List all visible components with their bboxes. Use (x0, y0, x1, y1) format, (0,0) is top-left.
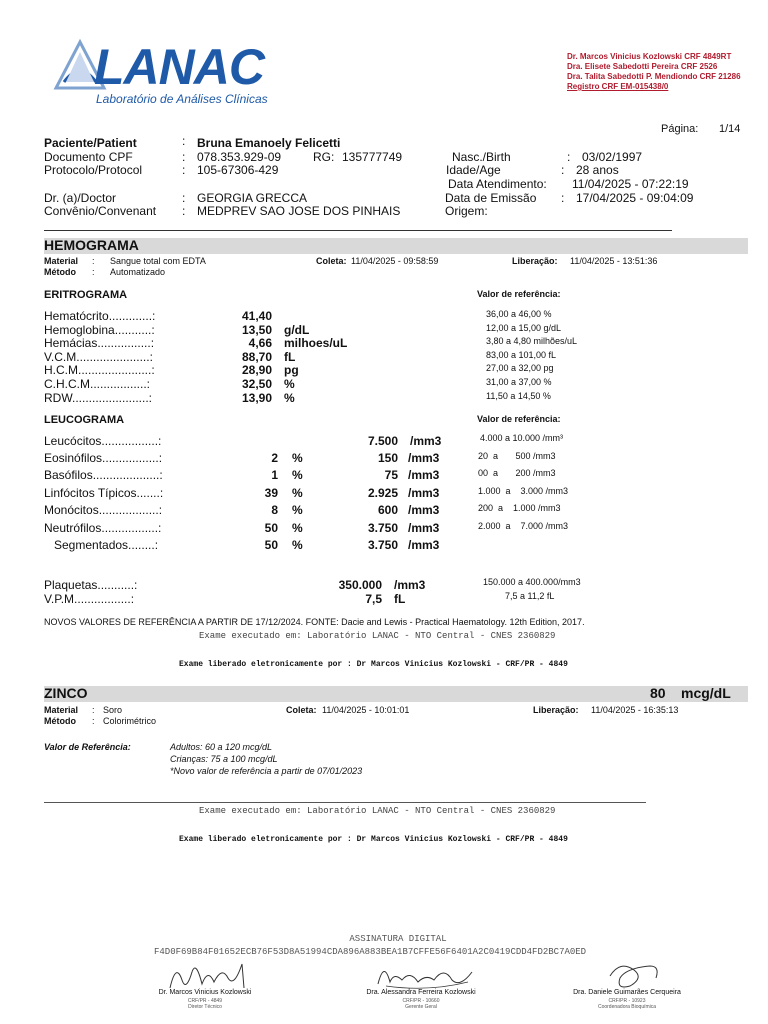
colon: : (561, 191, 565, 205)
eritrograma-unit: milhoes/uL (284, 336, 348, 350)
liberacao-label: Liberação: (533, 705, 579, 715)
signer-block (356, 958, 486, 1018)
age-label: Idade/Age (446, 163, 501, 177)
method-value: Automatizado (110, 267, 166, 277)
insurance-label: Convênio/Convenant (44, 204, 157, 218)
colon: : (567, 150, 571, 164)
method-label: Método (44, 267, 76, 277)
leucograma-unit: /mm3 (408, 468, 440, 482)
hemograma-title: HEMOGRAMA (44, 237, 139, 253)
birth-label: Nasc./Birth (452, 150, 511, 164)
eritrograma-reference: 11,50 a 14,50 % (486, 391, 551, 401)
zinco-result: 80 (650, 685, 666, 701)
leucograma-label: Neutrófilos.................: (44, 521, 162, 535)
eritrograma-value: 41,40 (241, 309, 272, 323)
plaquetas-label: Plaquetas...........: (44, 578, 138, 592)
material-label: Material (44, 256, 79, 266)
signature-title: ASSINATURA DIGITAL (349, 934, 447, 944)
doctor-line: Dra. Talita Sabedotti P. Mendiondo CRF 21286 (567, 72, 741, 81)
leucograma-percent-unit: % (292, 538, 303, 552)
leucocitos-value: 7.500 (367, 434, 398, 448)
service-date-value: 11/04/2025 - 07:22:19 (572, 177, 689, 191)
signer-role: Gerente Geral (405, 1004, 437, 1010)
eritrograma-label: Hemoglobina...........: (44, 323, 155, 337)
leucograma-reference: 00 a 200 /mm3 (478, 468, 556, 478)
handwritten-signature-icon (590, 958, 670, 992)
eritrograma-value: 88,70 (241, 350, 272, 364)
leucograma-label: Basófilos....................: (44, 468, 163, 482)
coleta-value: 11/04/2025 - 10:01:01 (322, 705, 410, 715)
zinco-reference-label: Valor de Referência: (44, 742, 131, 752)
registration-line: Registro CRF EM-015438/0 (567, 82, 669, 91)
colon: : (92, 267, 95, 277)
leucograma-reference: 20 a 500 /mm3 (478, 451, 556, 461)
cpf-label: Documento CPF (44, 150, 133, 164)
patient-name: Bruna Emanoely Felicetti (197, 136, 341, 150)
leucograma-label: Segmentados........: (44, 538, 159, 552)
reference-title: Valor de referência: (477, 414, 561, 424)
eritrograma-value: 13,50 (241, 323, 272, 337)
leucograma-percent-unit: % (292, 468, 303, 482)
leucograma-reference: 1.000 a 3.000 /mm3 (478, 486, 569, 496)
eritrograma-value: 13,90 (241, 391, 272, 405)
doctor-line: Dra. Elisete Sabedotti Pereira CRF 2526 (567, 62, 718, 71)
colon: : (182, 163, 186, 177)
released-note: Exame liberado eletronicamente por : Dr Marcos Vinicius Kozlowski - CRF/PR - 4849 (179, 660, 568, 669)
colon: : (561, 163, 565, 177)
doctor-line: Dr. Marcos Vinicius Kozlowski CRF 4849RT (567, 52, 732, 61)
leucograma-percent: 50 (264, 521, 278, 535)
eritrograma-label: Hemácias................: (44, 336, 155, 350)
zinco-reference-line: Crianças: 75 a 100 mcg/dL (170, 754, 278, 764)
method-value: Colorimétrico (103, 716, 157, 726)
liberacao-label: Liberação: (512, 256, 558, 266)
divider (44, 802, 646, 803)
signer-block (140, 958, 270, 1018)
eritrograma-reference: 83,00 a 101,00 fL (486, 350, 557, 360)
plaquetas-value: 350.000 (338, 578, 382, 592)
coleta-label: Coleta: (316, 256, 347, 266)
eritrograma-title: ERITROGRAMA (44, 289, 128, 301)
reference-title: Valor de referência: (477, 289, 561, 299)
eritrograma-label: V.C.M......................: (44, 350, 153, 364)
leucograma-percent: 50 (264, 538, 278, 552)
signer-name: Dra. Alessandra Ferreira Kozlowski (366, 989, 476, 996)
colon: : (182, 204, 186, 218)
eritrograma-unit: % (284, 377, 295, 391)
colon: : (182, 134, 186, 148)
material-value: Sangue total com EDTA (110, 256, 206, 266)
material-label: Material (44, 705, 79, 715)
colon: : (92, 256, 95, 266)
executed-note: Exame executado em: Laboratório LANAC - NTO Central - CNES 2360829 (199, 631, 556, 641)
zinco-reference-line: Adultos: 60 a 120 mcg/dL (170, 742, 273, 752)
leucocitos-unit: /mm3 (410, 434, 442, 448)
leucograma-label: Linfócitos Típicos.......: (44, 486, 164, 500)
eritrograma-label: C.H.C.M.................: (44, 377, 151, 391)
leucograma-absolute: 3.750 (367, 521, 398, 535)
doctor-value: GEORGIA GRECCA (197, 191, 308, 205)
colon: : (182, 191, 186, 205)
signer-name: Dra. Daniele Guimarães Cerqueira (573, 989, 681, 996)
signature-hash: F4D0F69B84F01652ECB76F53D8A51994CDA896A883BEA1B7CFFE56F6401A2C0419CDD4FD2BC7A0ED (154, 947, 587, 957)
vpm-value: 7,5 (365, 592, 382, 606)
leucograma-unit: /mm3 (408, 451, 440, 465)
birth-value: 03/02/1997 (582, 150, 643, 164)
lanac-logo (50, 36, 268, 108)
leucograma-percent: 2 (271, 451, 278, 465)
insurance-value: MEDPREV SAO JOSE DOS PINHAIS (197, 204, 401, 218)
eritrograma-reference: 27,00 a 32,00 pg (486, 363, 554, 373)
page-label: Página: (661, 123, 699, 135)
patient-name-label: Paciente/Patient (44, 136, 137, 150)
signer-block (562, 958, 692, 1018)
issue-date-value: 17/04/2025 - 09:04:09 (576, 191, 694, 205)
age-value: 28 anos (576, 163, 619, 177)
leucograma-absolute: 75 (384, 468, 398, 482)
eritrograma-unit: % (284, 391, 295, 405)
cpf-value: 078.353.929-09 (197, 150, 282, 164)
colon: : (92, 705, 95, 715)
leucograma-label: Monócitos..................: (44, 503, 163, 517)
leucograma-absolute: 600 (377, 503, 398, 517)
origin-label: Origem: (445, 204, 488, 218)
leucograma-title: LEUCOGRAMA (44, 414, 125, 426)
leucograma-percent: 1 (271, 468, 278, 482)
material-value: Soro (103, 705, 123, 715)
page-number: 1/14 (719, 123, 741, 135)
colon: : (92, 716, 95, 726)
leucograma-unit: /mm3 (408, 521, 440, 535)
colon: : (182, 150, 186, 164)
reference-note: NOVOS VALORES DE REFERÊNCIA A PARTIR DE 17/12/2024. FONTE: Dacie and Lewis - Practical Haematology. 12th Edition, 2017. (44, 617, 585, 627)
service-date-label: Data Atendimento: (448, 177, 547, 191)
eritrograma-label: H.C.M......................: (44, 363, 155, 377)
eritrograma-value: 4,66 (248, 336, 272, 350)
eritrograma-label: Hematócrito.............: (44, 309, 156, 323)
signer-crf: CRF/PR - 10660 (402, 998, 440, 1004)
leucocitos-label: Leucócitos.................: (44, 434, 162, 448)
eritrograma-reference: 31,00 a 37,00 % (486, 377, 552, 387)
leucograma-percent-unit: % (292, 521, 303, 535)
eritrograma-reference: 12,00 a 15,00 g/dL (486, 323, 562, 333)
leucograma-absolute: 3.750 (367, 538, 398, 552)
handwritten-signature-icon (368, 958, 478, 992)
eritrograma-unit: pg (284, 363, 299, 377)
leucograma-unit: /mm3 (408, 538, 440, 552)
leucograma-percent-unit: % (292, 451, 303, 465)
eritrograma-value: 32,50 (241, 377, 272, 391)
vpm-label: V.P.M.................: (44, 592, 135, 606)
vpm-reference: 7,5 a 11,2 fL (505, 591, 555, 601)
logo-name: LANAC (94, 39, 264, 95)
eritrograma-value: 28,90 (241, 363, 272, 377)
liberacao-value: 11/04/2025 - 16:35:13 (591, 705, 679, 715)
divider (44, 230, 672, 231)
coleta-value: 11/04/2025 - 09:58:59 (351, 256, 439, 266)
rg-value: 135777749 (342, 150, 403, 164)
zinco-title: ZINCO (44, 685, 88, 701)
leucograma-unit: /mm3 (408, 486, 440, 500)
leucograma-absolute: 150 (377, 451, 398, 465)
coleta-label: Coleta: (286, 705, 317, 715)
eritrograma-reference: 36,00 a 46,00 % (486, 309, 552, 319)
liberacao-value: 11/04/2025 - 13:51:36 (570, 256, 658, 266)
leucograma-reference: 200 a 1.000 /mm3 (478, 503, 561, 513)
rg-label: RG: (313, 150, 335, 164)
leucograma-reference: 2.000 a 7.000 /mm3 (478, 521, 569, 531)
logo-subtitle: Laboratório de Análises Clínicas (96, 92, 268, 106)
section-bar (44, 238, 748, 254)
eritrograma-reference: 3,80 a 4,80 milhões/uL (486, 336, 578, 346)
leucograma-percent-unit: % (292, 486, 303, 500)
signer-role: Coordenadora Bioquímica (597, 1004, 657, 1010)
leucograma-label: Eosinófilos.................: (44, 451, 163, 465)
eritrograma-unit: fL (284, 350, 296, 364)
doctor-label: Dr. (a)/Doctor (44, 191, 117, 205)
signer-crf: CRF/PR - 10923 (608, 998, 646, 1004)
issue-date-label: Data de Emissão (445, 191, 537, 205)
plaquetas-reference: 150.000 a 400.000/mm3 (483, 577, 581, 587)
eritrograma-label: RDW.......................: (44, 391, 153, 405)
released-note: Exame liberado eletronicamente por : Dr Marcos Vinicius Kozlowski - CRF/PR - 4849 (179, 835, 568, 844)
leucograma-percent: 39 (264, 486, 278, 500)
protocol-value: 105-67306-429 (197, 163, 279, 177)
signer-name: Dr. Marcos Vinicius Kozlowski (158, 989, 252, 996)
protocol-label: Protocolo/Protocol (44, 163, 143, 177)
executed-note: Exame executado em: Laboratório LANAC - NTO Central - CNES 2360829 (199, 806, 556, 816)
eritrograma-unit: g/dL (284, 323, 310, 337)
leucograma-percent-unit: % (292, 503, 303, 517)
leucocitos-reference: 4.000 a 10.000 /mm³ (480, 433, 564, 443)
vpm-unit: fL (394, 592, 406, 606)
zinco-reference-line: *Novo valor de referência a partir de 07/01/2023 (170, 766, 363, 776)
signer-crf: CRF/PR - 4849 (187, 998, 223, 1004)
plaquetas-unit: /mm3 (394, 578, 426, 592)
signer-role: Diretor Técnico (188, 1004, 222, 1010)
method-label: Método (44, 716, 76, 726)
leucograma-unit: /mm3 (408, 503, 440, 517)
leucograma-absolute: 2.925 (367, 486, 398, 500)
doctor-list (567, 52, 741, 92)
section-bar (44, 686, 748, 702)
leucograma-percent: 8 (271, 503, 278, 517)
zinco-unit: mcg/dL (681, 685, 731, 701)
